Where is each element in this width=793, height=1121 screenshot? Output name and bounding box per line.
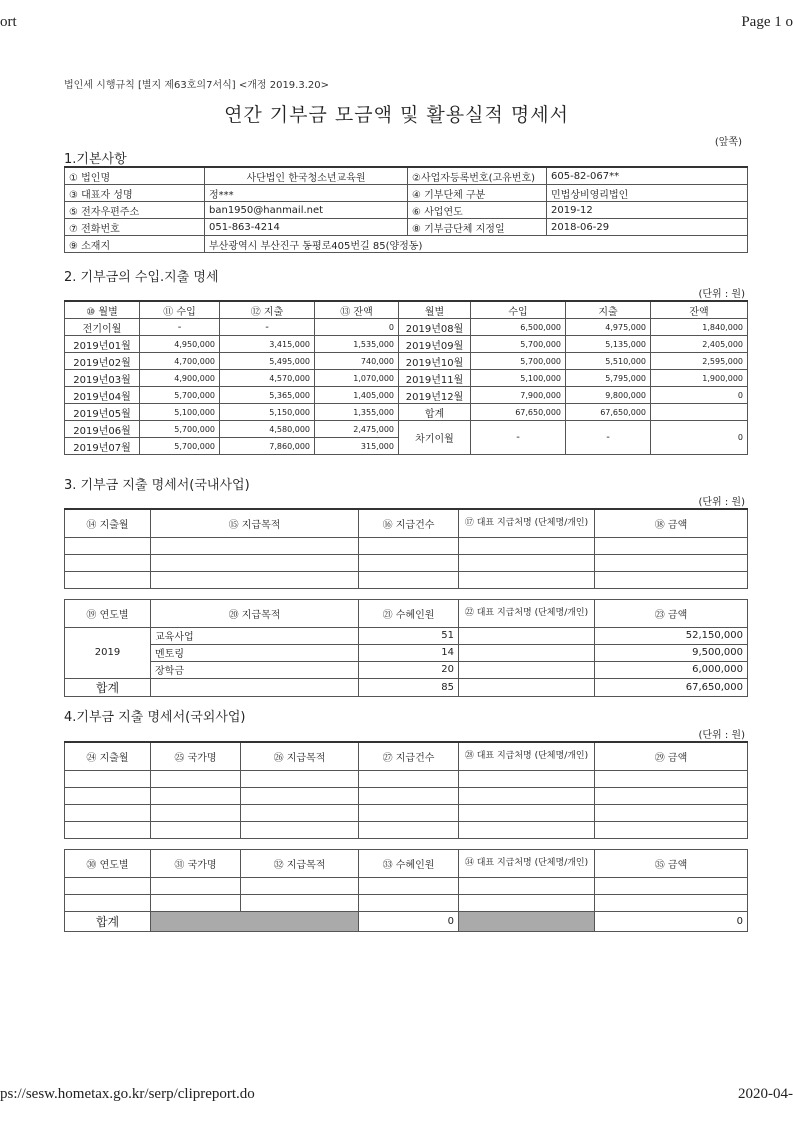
empty-cell [459,894,595,911]
empty-cell [151,877,241,894]
basic-info-table [64,166,748,253]
empty-cell [151,804,241,821]
empty-cell [241,770,359,787]
income-cell: 4,900,000 [140,370,220,387]
empty-cell [595,877,748,894]
empty-cell [151,554,359,571]
balance-cell: 1,535,000 [315,336,399,353]
table-row [65,421,748,438]
domestic-header: ⑳ 지급목적 [151,599,359,627]
income-header: ⑪ 수입 [140,301,220,319]
empty-cell [459,877,595,894]
label-designated-date: ⑧ 기부금단체 지정일 [408,219,547,236]
income-total-cell: 67,650,000 [471,404,566,421]
value-email: ban1950@hanmail.net [205,202,408,219]
count-cell: 20 [359,661,459,678]
income-cell: - [140,319,220,336]
expense-cell: - [220,319,315,336]
expense-cell: 5,495,000 [220,353,315,370]
income-header: 지출 [566,301,651,319]
balance-cell: 1,355,000 [315,404,399,421]
label-rep-name: ③ 대표자 성명 [65,185,205,202]
carry-expense-cell: - [566,421,651,455]
table-row [65,404,748,421]
balance-cell: 315,000 [315,438,399,455]
balance-cell: 2,405,000 [651,336,748,353]
empty-cell [595,821,748,838]
empty-cell [151,678,359,696]
domestic-header: ⑲ 연도별 [65,599,151,627]
value-phone: 051-863-4214 [205,219,408,236]
expense-cell: 7,860,000 [220,438,315,455]
value-biz-year: 2019-12 [547,202,748,219]
income-header: 월별 [399,301,471,319]
value-corp-name: 사단법인 한국청소년교육원 [205,167,408,185]
label-biz-no: ②사업자등록번호(고유번호) [408,167,547,185]
empty-cell [241,894,359,911]
empty-cell [151,571,359,588]
table-row [65,894,748,911]
table-row [65,804,748,821]
total-row [65,678,748,696]
expense-cell: 4,975,000 [566,319,651,336]
label-org-type: ④ 기부단체 구분 [408,185,547,202]
carry-forward-label: 차기이월 [399,421,471,455]
balance-total-cell [651,404,748,421]
law-reference: 법인세 시행규칙 [별지 제63호의7서식] <개정 2019.3.20> [64,80,329,91]
empty-cell [595,770,748,787]
empty-cell [459,787,595,804]
balance-cell: 2,595,000 [651,353,748,370]
empty-cell [359,554,459,571]
recipient-cell [459,644,595,661]
domestic-header: ㉑ 수혜인원 [359,599,459,627]
empty-cell [359,770,459,787]
balance-cell: 1,070,000 [315,370,399,387]
month-cell: 2019년03월 [65,370,140,387]
overseas-header: ㉗ 지급건수 [359,742,459,770]
empty-cell [459,821,595,838]
month-cell: 전기이월 [65,319,140,336]
label-phone: ⑦ 전화번호 [65,219,205,236]
balance-cell: 2,475,000 [315,421,399,438]
shaded-cell [459,911,595,931]
balance-cell: 1,900,000 [651,370,748,387]
month-cell: 2019년09월 [399,336,471,353]
empty-cell [595,894,748,911]
label-email: ⑤ 전자우편주소 [65,202,205,219]
total-amount: 67,650,000 [595,678,748,696]
domestic-header: ⑭ 지출월 [65,509,151,537]
month-cell: 2019년11월 [399,370,471,387]
income-cell: 5,700,000 [140,438,220,455]
table-row [65,537,748,554]
total-label: 합계 [65,911,151,931]
section-overseas-title: 4.기부금 지출 명세서(국외사업) [64,710,246,725]
empty-cell [459,571,595,588]
domestic-header: ⑯ 지급건수 [359,509,459,537]
expense-cell: 5,365,000 [220,387,315,404]
overseas-expense-table [64,741,748,932]
expense-cell: 5,135,000 [566,336,651,353]
income-header: 수입 [471,301,566,319]
total-label: 합계 [65,678,151,696]
income-header: ⑬ 잔액 [315,301,399,319]
empty-cell [241,787,359,804]
empty-cell [359,804,459,821]
purpose-cell: 장학금 [151,661,359,678]
year-cell: 2019 [65,627,151,678]
empty-cell [151,537,359,554]
domestic-expense-table [64,508,748,697]
section-domestic-title: 3. 기부금 지출 명세서(국내사업) [64,478,250,493]
income-cell: 5,100,000 [140,404,220,421]
value-org-type: 민법상비영리법인 [547,185,748,202]
empty-cell [595,787,748,804]
domestic-unit: (단위 : 원) [698,497,745,508]
label-biz-year: ⑥ 사업연도 [408,202,547,219]
table-row [65,336,748,353]
domestic-header: ㉒ 대표 지급처명 (단체명/개인) [459,599,595,627]
amount-cell: 9,500,000 [595,644,748,661]
table-row [65,627,748,644]
carry-balance-cell: 0 [651,421,748,455]
empty-cell [65,787,151,804]
month-cell: 2019년02월 [65,353,140,370]
value-rep-name: 정*** [205,185,408,202]
domestic-header: ⑱ 금액 [595,509,748,537]
expense-cell: 4,580,000 [220,421,315,438]
empty-cell [359,537,459,554]
count-cell: 51 [359,627,459,644]
empty-cell [65,894,151,911]
empty-cell [241,821,359,838]
table-row [65,554,748,571]
table-row [65,319,748,336]
income-unit: (단위 : 원) [698,289,745,300]
carry-income-cell: - [471,421,566,455]
empty-cell [595,804,748,821]
total-count: 85 [359,678,459,696]
balance-cell: 740,000 [315,353,399,370]
table-row [65,661,748,678]
domestic-header: ⑰ 대표 지급처명 (단체명/개인) [459,509,595,537]
income-cell: 7,900,000 [471,387,566,404]
expense-cell: 5,510,000 [566,353,651,370]
month-cell: 2019년01월 [65,336,140,353]
print-footer-date: 2020-04- [738,1086,793,1102]
income-cell: 4,700,000 [140,353,220,370]
recipient-cell [459,661,595,678]
empty-cell [151,894,241,911]
empty-cell [65,571,151,588]
empty-cell [359,877,459,894]
expense-cell: 5,150,000 [220,404,315,421]
overseas-header: ㉚ 연도별 [65,849,151,877]
empty-cell [65,877,151,894]
empty-cell [459,554,595,571]
value-designated-date: 2018-06-29 [547,219,748,236]
print-footer-url: ps://sesw.hometax.go.kr/serp/clipreport.do [0,1086,255,1102]
table-row [65,770,748,787]
income-cell: 5,100,000 [471,370,566,387]
overseas-header: ㉞ 대표 지급처명 (단체명/개인) [459,849,595,877]
empty-cell [151,770,241,787]
empty-cell [151,821,241,838]
table-row [65,571,748,588]
table-row [65,353,748,370]
overseas-unit: (단위 : 원) [698,730,745,741]
domestic-header: ㉓ 금액 [595,599,748,627]
total-label-cell: 합계 [399,404,471,421]
expense-cell: 4,570,000 [220,370,315,387]
income-header: ⑫ 지출 [220,301,315,319]
shaded-cell [151,911,359,931]
purpose-cell: 교육사업 [151,627,359,644]
overseas-header: ㉙ 금액 [595,742,748,770]
amount-cell: 6,000,000 [595,661,748,678]
total-count: 0 [359,911,459,931]
print-header-left: ort [0,14,17,30]
month-cell: 2019년12월 [399,387,471,404]
print-page-number: Page 1 o [741,14,793,30]
expense-cell: 3,415,000 [220,336,315,353]
income-cell: 5,700,000 [140,387,220,404]
month-cell: 2019년04월 [65,387,140,404]
front-side-label: (앞쪽) [714,137,742,148]
empty-cell [65,770,151,787]
balance-cell: 1,405,000 [315,387,399,404]
month-cell: 2019년10월 [399,353,471,370]
income-header: 잔액 [651,301,748,319]
income-header: ⑩ 월별 [65,301,140,319]
month-cell: 2019년06월 [65,421,140,438]
income-cell: 4,950,000 [140,336,220,353]
overseas-header: ㉟ 금액 [595,849,748,877]
total-row [65,911,748,931]
table-row [65,877,748,894]
empty-cell [359,821,459,838]
empty-cell [595,554,748,571]
value-address: 부산광역시 부산진구 동평로405번길 85(양정동) [205,236,748,253]
empty-cell [359,787,459,804]
expense-cell: 9,800,000 [566,387,651,404]
income-cell: 6,500,000 [471,319,566,336]
expense-cell: 5,795,000 [566,370,651,387]
empty-cell [151,787,241,804]
expense-total-cell: 67,650,000 [566,404,651,421]
balance-cell: 0 [315,319,399,336]
table-row [65,787,748,804]
overseas-header: ㉘ 대표 지급처명 (단체명/개인) [459,742,595,770]
empty-cell [65,537,151,554]
empty-cell [595,537,748,554]
month-cell: 2019년07월 [65,438,140,455]
income-cell: 5,700,000 [471,336,566,353]
table-row [65,370,748,387]
empty-cell [459,537,595,554]
spacer [65,588,748,599]
empty-cell [359,894,459,911]
empty-cell [359,571,459,588]
income-expense-table [64,300,748,455]
empty-cell [459,804,595,821]
document-title: 연간 기부금 모금액 및 활용실적 명세서 [224,104,569,126]
table-row [65,644,748,661]
empty-cell [65,554,151,571]
empty-cell [65,821,151,838]
table-row [65,821,748,838]
empty-cell [241,877,359,894]
empty-cell [65,804,151,821]
section-basic-title: 1.기본사항 [64,152,127,167]
overseas-header: ㉛ 국가명 [151,849,241,877]
amount-cell: 52,150,000 [595,627,748,644]
month-cell: 2019년08월 [399,319,471,336]
month-cell: 2019년05월 [65,404,140,421]
recipient-cell [459,627,595,644]
domestic-header: ⑮ 지급목적 [151,509,359,537]
spacer [65,838,748,849]
income-cell: 5,700,000 [471,353,566,370]
overseas-header: ㉔ 지출월 [65,742,151,770]
empty-cell [459,770,595,787]
purpose-cell: 멘토링 [151,644,359,661]
balance-cell: 0 [651,387,748,404]
empty-cell [459,678,595,696]
empty-cell [241,804,359,821]
balance-cell: 1,840,000 [651,319,748,336]
total-amount: 0 [595,911,748,931]
empty-cell [595,571,748,588]
overseas-header: ㉖ 지급목적 [241,742,359,770]
value-biz-no: 605-82-067** [547,167,748,185]
overseas-header: ㉕ 국가명 [151,742,241,770]
section-income-title: 2. 기부금의 수입.지출 명세 [64,270,219,285]
label-corp-name: ① 법인명 [65,167,205,185]
overseas-header: ㉜ 지급목적 [241,849,359,877]
income-cell: 5,700,000 [140,421,220,438]
overseas-header: ㉝ 수혜인원 [359,849,459,877]
table-row [65,387,748,404]
count-cell: 14 [359,644,459,661]
label-address: ⑨ 소재지 [65,236,205,253]
